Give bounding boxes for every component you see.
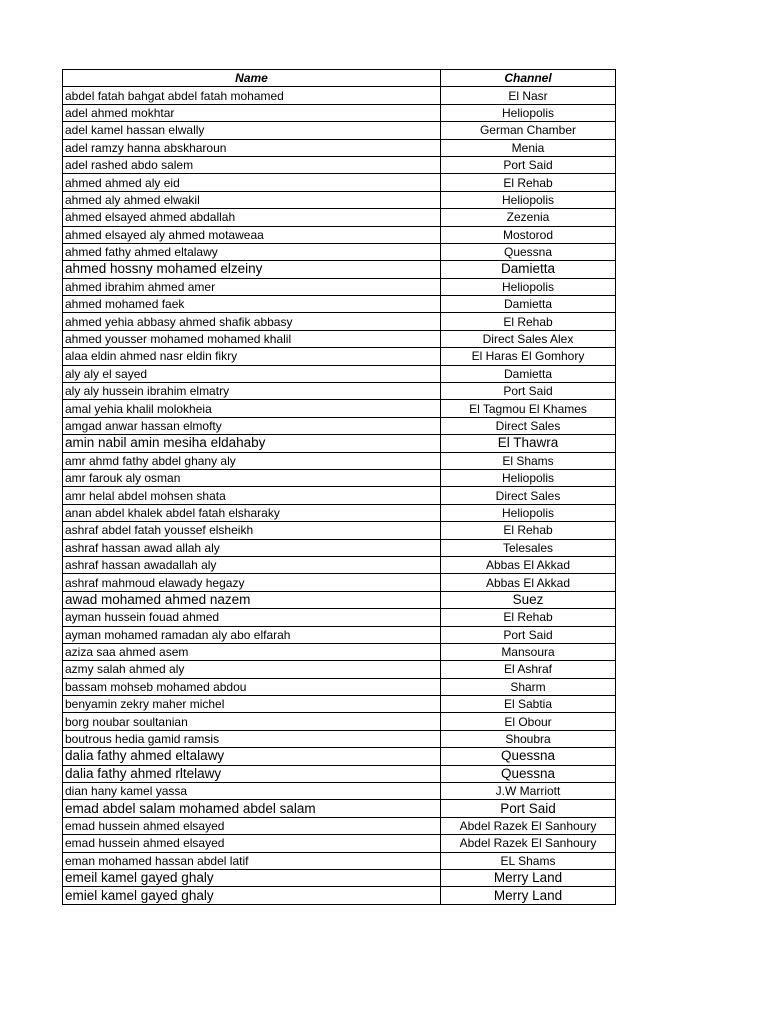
table-row [63, 417, 616, 434]
channel-cell: Telesales [441, 539, 616, 556]
channel-cell: El Rehab [441, 609, 616, 626]
name-cell: amr farouk aly osman [63, 469, 441, 486]
name-cell: dalia fathy ahmed eltalawy [63, 748, 441, 765]
table-row [63, 765, 616, 782]
channel-cell: Shoubra [441, 730, 616, 747]
table-row [63, 174, 616, 191]
table-row [63, 504, 616, 521]
table-row [63, 626, 616, 643]
channel-cell: Damietta [441, 365, 616, 382]
table-row [63, 887, 616, 904]
channel-cell: Direct Sales [441, 487, 616, 504]
table-row [63, 574, 616, 591]
channel-cell: Mansoura [441, 643, 616, 660]
name-cell: alaa eldin ahmed nasr eldin fikry [63, 348, 441, 365]
name-cell: aly aly el sayed [63, 365, 441, 382]
table-row [63, 835, 616, 852]
channel-cell: El Sabtia [441, 696, 616, 713]
channel-cell: El Rehab [441, 522, 616, 539]
table-row [63, 139, 616, 156]
name-cell: adel ramzy hanna abskharoun [63, 139, 441, 156]
channel-cell: El Rehab [441, 174, 616, 191]
channel-cell: Heliopolis [441, 191, 616, 208]
table-row [63, 122, 616, 139]
channel-cell: Abdel Razek El Sanhoury [441, 817, 616, 834]
name-cell: benyamin zekry maher michel [63, 696, 441, 713]
name-cell: ahmed yehia abbasy ahmed shafik abbasy [63, 313, 441, 330]
name-cell: emiel kamel gayed ghaly [63, 887, 441, 904]
table-row [63, 400, 616, 417]
channel-cell: Heliopolis [441, 504, 616, 521]
table-row [63, 156, 616, 173]
table-row [63, 104, 616, 121]
channel-column-header: Channel [441, 70, 616, 87]
name-cell: ayman mohamed ramadan aly abo elfarah [63, 626, 441, 643]
channel-cell: Damietta [441, 296, 616, 313]
name-cell: borg noubar soultanian [63, 713, 441, 730]
name-cell: emad hussein ahmed elsayed [63, 835, 441, 852]
table-row [63, 348, 616, 365]
channel-cell: El Thawra [441, 435, 616, 452]
table-row [63, 365, 616, 382]
table-row [63, 243, 616, 260]
channel-cell: El Shams [441, 452, 616, 469]
name-cell: amin nabil amin mesiha eldahaby [63, 435, 441, 452]
table-row [63, 869, 616, 886]
channel-cell: Merry Land [441, 869, 616, 886]
channel-cell: Heliopolis [441, 278, 616, 295]
table-row [63, 209, 616, 226]
channel-cell: EL Shams [441, 852, 616, 869]
table-row [63, 556, 616, 573]
table-row [63, 522, 616, 539]
name-cell: ashraf hassan awadallah aly [63, 556, 441, 573]
name-cell: emeil kamel gayed ghaly [63, 869, 441, 886]
channel-cell: Damietta [441, 261, 616, 278]
table-row [63, 800, 616, 817]
table-row [63, 748, 616, 765]
name-cell: ahmed yousser mohamed mohamed khalil [63, 330, 441, 347]
channel-cell: Heliopolis [441, 104, 616, 121]
table-body [63, 87, 616, 904]
table-row [63, 435, 616, 452]
table-row [63, 678, 616, 695]
channel-cell: Suez [441, 591, 616, 608]
table-row [63, 591, 616, 608]
name-column-header: Name [63, 70, 441, 87]
name-cell: dalia fathy ahmed rltelawy [63, 765, 441, 782]
name-cell: aziza saa ahmed asem [63, 643, 441, 660]
name-cell: ashraf hassan awad allah aly [63, 539, 441, 556]
channel-cell: Abbas El Akkad [441, 556, 616, 573]
name-cell: ashraf mahmoud elawady hegazy [63, 574, 441, 591]
channel-cell: Port Said [441, 626, 616, 643]
table-row [63, 87, 616, 104]
table-row [63, 296, 616, 313]
table-row [63, 730, 616, 747]
channel-cell: Port Said [441, 383, 616, 400]
table-row [63, 261, 616, 278]
name-cell: adel kamel hassan elwally [63, 122, 441, 139]
channel-cell: Heliopolis [441, 469, 616, 486]
name-cell: eman mohamed hassan abdel latif [63, 852, 441, 869]
channel-cell: Menia [441, 139, 616, 156]
name-cell: emad hussein ahmed elsayed [63, 817, 441, 834]
channel-cell: Zezenia [441, 209, 616, 226]
name-cell: boutrous hedia gamid ramsis [63, 730, 441, 747]
name-cell: ahmed hossny mohamed elzeiny [63, 261, 441, 278]
table-row [63, 713, 616, 730]
name-cell: ahmed mohamed faek [63, 296, 441, 313]
channel-cell: El Tagmou El Khames [441, 400, 616, 417]
channel-cell: Direct Sales [441, 417, 616, 434]
channel-cell: Direct Sales Alex [441, 330, 616, 347]
name-cell: azmy salah ahmed aly [63, 661, 441, 678]
name-cell: ahmed elsayed aly ahmed motaweaa [63, 226, 441, 243]
header-row [63, 70, 616, 87]
table-row [63, 643, 616, 660]
table-row [63, 330, 616, 347]
name-cell: ahmed fathy ahmed eltalawy [63, 243, 441, 260]
channel-cell: Sharm [441, 678, 616, 695]
channel-cell: Abbas El Akkad [441, 574, 616, 591]
table-row [63, 278, 616, 295]
name-cell: awad mohamed ahmed nazem [63, 591, 441, 608]
channel-cell: Merry Land [441, 887, 616, 904]
table-row [63, 383, 616, 400]
name-cell: amgad anwar hassan elmofty [63, 417, 441, 434]
channel-cell: El Nasr [441, 87, 616, 104]
channel-cell: J.W Marriott [441, 783, 616, 800]
channel-cell: Mostorod [441, 226, 616, 243]
name-cell: ahmed ahmed aly eid [63, 174, 441, 191]
table-row [63, 852, 616, 869]
name-cell: ahmed elsayed ahmed abdallah [63, 209, 441, 226]
employee-channel-table [62, 69, 616, 905]
name-cell: aly aly hussein ibrahim elmatry [63, 383, 441, 400]
name-cell: amr ahmd fathy abdel ghany aly [63, 452, 441, 469]
name-cell: bassam mohseb mohamed abdou [63, 678, 441, 695]
channel-cell: Abdel Razek El Sanhoury [441, 835, 616, 852]
channel-cell: El Ashraf [441, 661, 616, 678]
channel-cell: El Rehab [441, 313, 616, 330]
name-cell: adel rashed abdo salem [63, 156, 441, 173]
name-cell: dian hany kamel yassa [63, 783, 441, 800]
name-cell: amal yehia khalil molokheia [63, 400, 441, 417]
channel-cell: Port Said [441, 800, 616, 817]
table-row [63, 661, 616, 678]
table-row [63, 191, 616, 208]
table-row [63, 452, 616, 469]
name-cell: adel ahmed mokhtar [63, 104, 441, 121]
name-cell: ahmed aly ahmed elwakil [63, 191, 441, 208]
table-row [63, 783, 616, 800]
table-row [63, 696, 616, 713]
channel-cell: El Haras El Gomhory [441, 348, 616, 365]
name-cell: ahmed ibrahim ahmed amer [63, 278, 441, 295]
name-cell: amr helal abdel mohsen shata [63, 487, 441, 504]
channel-cell: German Chamber [441, 122, 616, 139]
name-cell: abdel fatah bahgat abdel fatah mohamed [63, 87, 441, 104]
table-row [63, 539, 616, 556]
table-row [63, 313, 616, 330]
table-row [63, 226, 616, 243]
name-cell: ashraf abdel fatah youssef elsheikh [63, 522, 441, 539]
table-row [63, 609, 616, 626]
table-row [63, 817, 616, 834]
channel-cell: El Obour [441, 713, 616, 730]
name-cell: anan abdel khalek abdel fatah elsharaky [63, 504, 441, 521]
name-cell: ayman hussein fouad ahmed [63, 609, 441, 626]
channel-cell: Quessna [441, 748, 616, 765]
name-cell: emad abdel salam mohamed abdel salam [63, 800, 441, 817]
table-row [63, 487, 616, 504]
channel-cell: Quessna [441, 765, 616, 782]
table-row [63, 469, 616, 486]
channel-cell: Port Said [441, 156, 616, 173]
channel-cell: Quessna [441, 243, 616, 260]
